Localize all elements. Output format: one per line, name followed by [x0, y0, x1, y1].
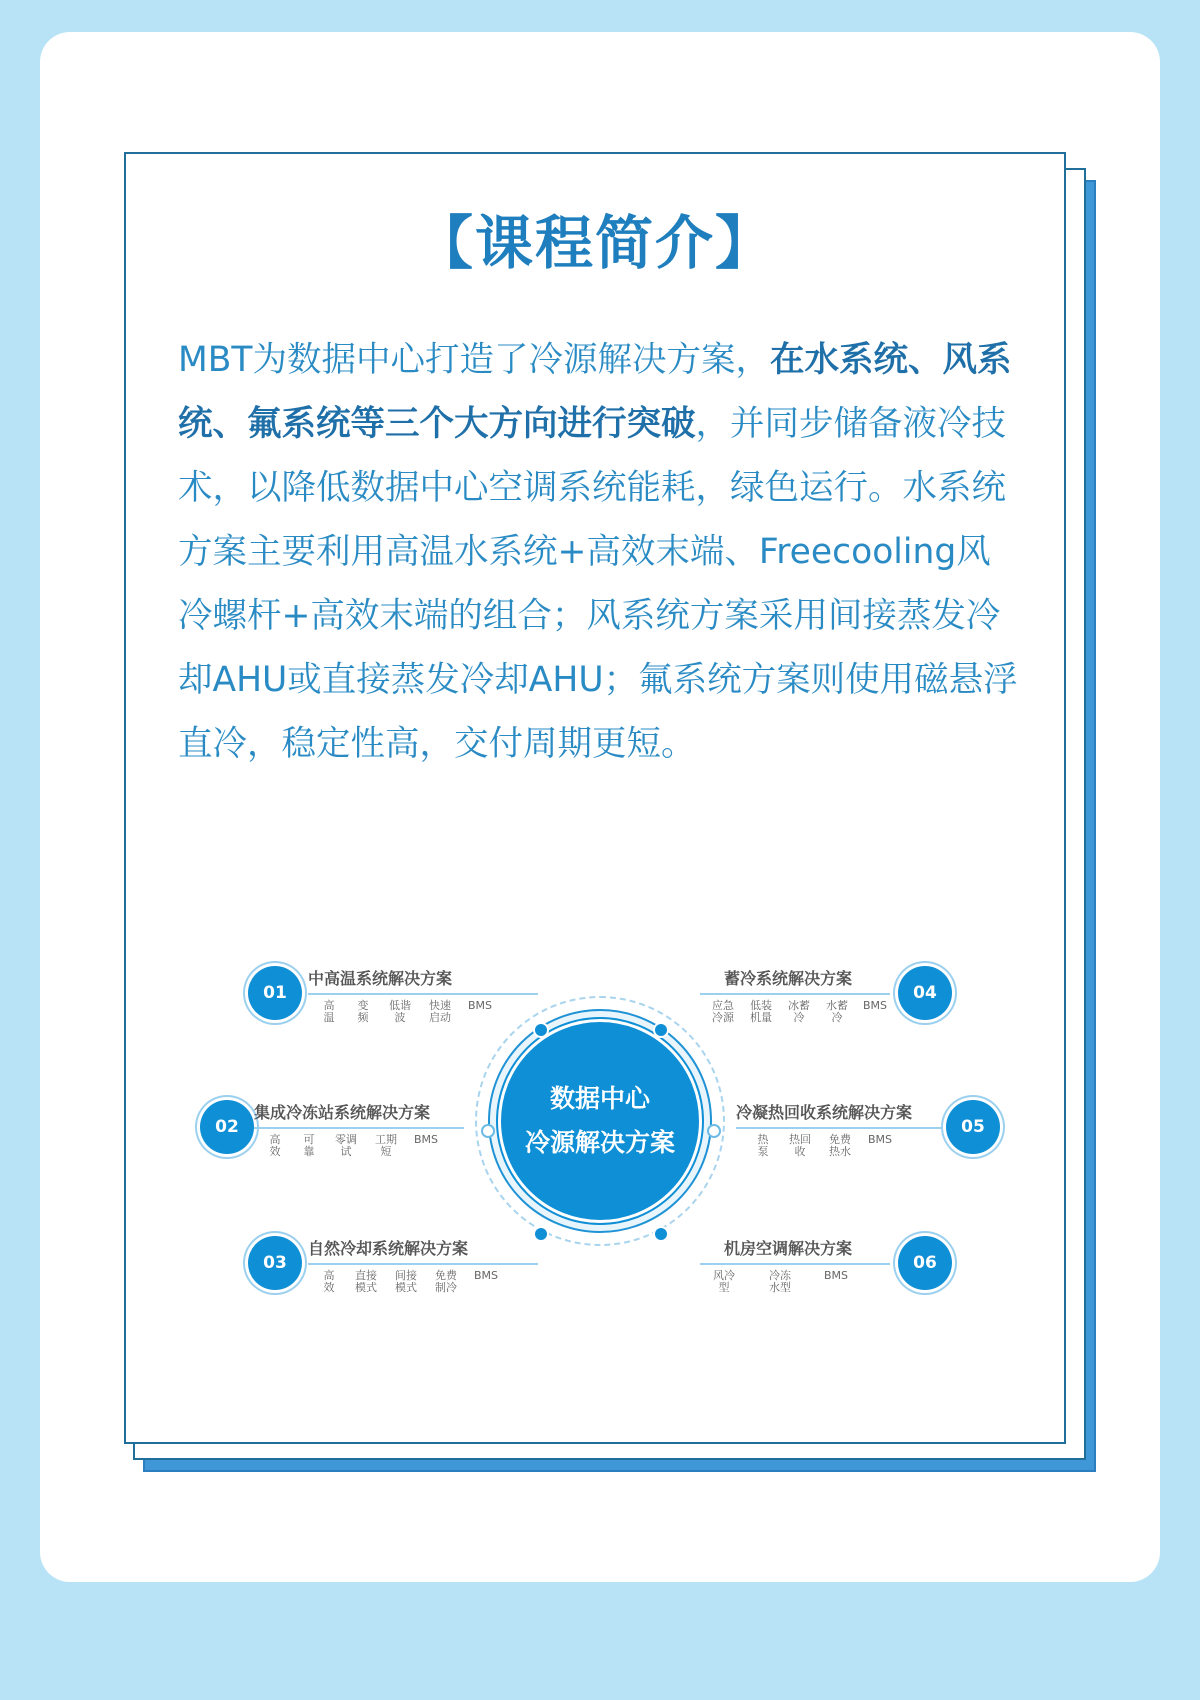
- item-tags: [254, 1134, 464, 1158]
- intro-text-bold: 在水系统、风系统、氟系统等三个大方向进行突破: [178, 340, 1012, 444]
- tag: BMS: [473, 1269, 499, 1282]
- tag: 直接 模式: [355, 1269, 377, 1294]
- tag: 零调 试: [335, 1133, 357, 1158]
- item-06: [700, 1236, 890, 1294]
- tag: 热 泵: [757, 1133, 769, 1158]
- tag: 热回 收: [789, 1133, 811, 1158]
- tag: BMS: [867, 1133, 893, 1146]
- section-title: 【课程简介】: [414, 209, 775, 277]
- item-01: [308, 966, 538, 1024]
- tag: BMS: [823, 1269, 849, 1282]
- tag: 免费 制冷: [435, 1269, 457, 1294]
- tag: 风冷 型: [713, 1269, 735, 1294]
- node-06: [898, 1236, 952, 1290]
- item-03: [308, 1236, 538, 1294]
- item-02: [254, 1100, 464, 1158]
- node-05: [946, 1100, 1000, 1154]
- tag: 高 温: [323, 999, 335, 1024]
- node-number: 01: [263, 983, 287, 1003]
- tag: 变 频: [357, 999, 369, 1024]
- tag: BMS: [467, 999, 493, 1012]
- item-tags: [308, 1000, 538, 1024]
- node-number: 02: [215, 1117, 239, 1137]
- tag: 免费 热水: [829, 1133, 851, 1158]
- node-03: [248, 1236, 302, 1290]
- tag: 低谐 波: [389, 999, 411, 1024]
- item-title: 中高温系统解决方案: [308, 966, 538, 995]
- tag: 可 靠: [303, 1133, 315, 1158]
- tag: 间接 模式: [395, 1269, 417, 1294]
- center-label-line2: 冷源解决方案: [524, 1128, 675, 1157]
- tag: 快速 启动: [429, 999, 451, 1024]
- node-02: [200, 1100, 254, 1154]
- ring-knob: [653, 1226, 669, 1242]
- ring-knob: [481, 1124, 495, 1138]
- ring-knob: [653, 1022, 669, 1038]
- center-hub: [498, 1019, 702, 1223]
- tag: 高 效: [323, 1269, 335, 1294]
- tag: BMS: [413, 1133, 439, 1146]
- node-number: 06: [913, 1253, 937, 1273]
- tag: 高 效: [269, 1133, 281, 1158]
- node-04: [898, 966, 952, 1020]
- item-04: [700, 966, 890, 1024]
- item-title: 自然冷却系统解决方案: [308, 1236, 538, 1265]
- tag: 水蓄 冷: [826, 999, 848, 1024]
- tag: 冰蓄 冷: [788, 999, 810, 1024]
- node-number: 05: [961, 1117, 985, 1137]
- intro-paragraph: [178, 328, 1023, 776]
- item-title: 机房空调解决方案: [700, 1236, 890, 1265]
- solution-diagram: [180, 940, 1020, 1320]
- item-05: [736, 1100, 941, 1158]
- item-tags: [308, 1270, 538, 1294]
- tag: 应急 冷源: [712, 999, 734, 1024]
- item-title: 冷凝热回收系统解决方案: [736, 1100, 941, 1129]
- ring-knob: [533, 1022, 549, 1038]
- ring-knob: [707, 1124, 721, 1138]
- item-tags: [700, 1000, 890, 1024]
- node-01: [248, 966, 302, 1020]
- center-label-line1: 数据中心: [549, 1084, 650, 1113]
- tag: BMS: [862, 999, 888, 1012]
- item-tags: [700, 1270, 890, 1294]
- item-tags: [736, 1134, 941, 1158]
- intro-text-1: MBT为数据中心打造了冷源解决方案，: [178, 340, 771, 380]
- tag: 低装 机量: [750, 999, 772, 1024]
- tag: 工期 短: [375, 1133, 397, 1158]
- item-title: 集成冷冻站系统解决方案: [254, 1100, 464, 1129]
- intro-text-2: ，并同步储备液冷技术，以降低数据中心空调系统能耗，绿色运行。水系统方案主要利用高温水系统+高效末端、Freecooling风冷螺杆+高效末端的组合；风系统方案采用间接蒸发冷却AHU或直接蒸发冷却AHU；氟系统方案则使用磁悬浮直冷，稳定性高，交付周期更短。: [178, 404, 1018, 764]
- item-title: 蓄冷系统解决方案: [700, 966, 890, 995]
- node-number: 04: [913, 983, 937, 1003]
- node-number: 03: [263, 1253, 287, 1273]
- tag: 冷冻 水型: [769, 1269, 791, 1294]
